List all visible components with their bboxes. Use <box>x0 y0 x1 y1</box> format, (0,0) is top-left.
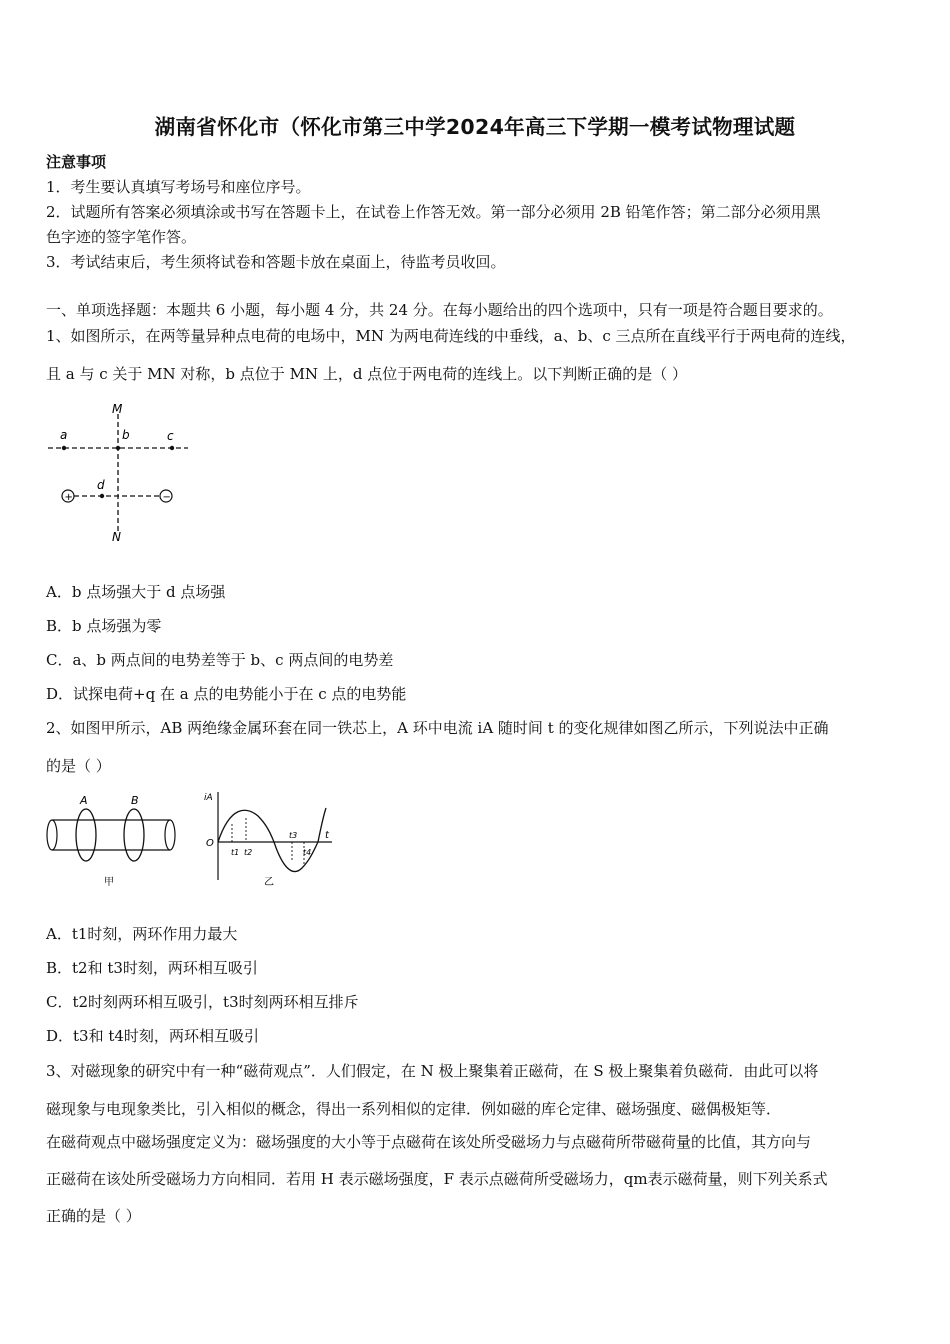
label-b: b <box>122 428 130 442</box>
label-B: B <box>131 794 139 807</box>
label-t2: t2 <box>244 848 253 857</box>
q2-figure-yi <box>200 786 340 890</box>
q1-option-d: D．试探电荷+q 在 a 点的电势能小于在 c 点的电势能 <box>46 685 407 703</box>
notice-item: 色字迹的签字笔作答。 <box>46 228 197 246</box>
core-right-end <box>165 820 175 850</box>
label-t4: t4 <box>303 848 312 857</box>
q2-option-c: C．t2时刻两环相互吸引，t3时刻两环相互排斥 <box>46 993 359 1011</box>
q1-option-b: B．b 点场强为零 <box>46 617 162 635</box>
q3-stem: 正确的是（ ） <box>46 1207 141 1225</box>
q1-stem: 且 a 与 c 关于 MN 对称，b 点位于 MN 上，d 点位于两电荷的连线上。以下判断正确的是（ ） <box>46 365 687 383</box>
q2-stem: 2、如图甲所示，AB 两绝缘金属环套在同一铁芯上，A 环中电流 iA 随时间 t 的变化规律如图乙所示，下列说法中正确 <box>46 719 829 737</box>
q2-option-b: B．t2和 t3时刻，两环相互吸引 <box>46 959 258 977</box>
q1-option-a: A．b 点场强大于 d 点场强 <box>46 583 226 601</box>
q3-stem: 正磁荷在该处所受磁场力方向相同．若用 H 表示磁场强度，F 表示点磁荷所受磁场力，qm表示磁荷量，则下列关系式 <box>46 1170 828 1188</box>
label-O: O <box>206 838 214 849</box>
label-t: t <box>325 830 329 841</box>
label-A: A <box>80 794 88 807</box>
q1-stem: 1、如图所示，在两等量异种点电荷的电场中，MN 为两电荷连线的中垂线，a、b、c 三点所在直线平行于两电荷的连线， <box>46 327 856 345</box>
label-N: N <box>112 530 121 544</box>
ring-B <box>124 809 144 861</box>
current-curve <box>218 808 326 872</box>
label-t1: t1 <box>231 848 240 857</box>
notice-item: 3．考试结束后，考生须将试卷和答题卡放在桌面上，待监考员收回。 <box>46 253 506 271</box>
q1-figure <box>46 398 206 548</box>
q3-stem: 在磁荷观点中磁场强度定义为：磁场强度的大小等于点磁荷在该处所受磁场力与点磁荷所带磁荷量的比值，其方向与 <box>46 1133 812 1151</box>
label-c: c <box>167 429 174 443</box>
label-t3: t3 <box>289 831 298 840</box>
ring-A <box>76 809 96 861</box>
label-d: d <box>97 478 105 492</box>
label-minus: − <box>162 492 171 503</box>
point-b <box>116 446 120 450</box>
section-heading: 一、单项选择题：本题共 6 小题，每小题 4 分，共 24 分。在每小题给出的四个选项中，只有一项是符合题目要求的。 <box>46 301 833 319</box>
q2-option-d: D．t3和 t4时刻，两环相互吸引 <box>46 1027 259 1045</box>
q2-figure-jia <box>46 790 186 890</box>
point-d <box>100 494 104 498</box>
q2-option-a: A．t1时刻，两环作用力最大 <box>46 925 238 943</box>
label-plus: + <box>64 492 73 503</box>
q2-stem: 的是（ ） <box>46 757 111 775</box>
label-jia: 甲 <box>104 877 114 888</box>
point-c <box>170 446 174 450</box>
page-title: 湖南省怀化市（怀化市第三中学2024年高三下学期一模考试物理试题 <box>154 115 796 139</box>
core-left-end <box>47 820 57 850</box>
point-a <box>62 446 66 450</box>
label-yi: 乙 <box>264 877 274 888</box>
q3-stem: 3、对磁现象的研究中有一种“磁荷观点”．人们假定，在 N 极上聚集着正磁荷，在 S 极上聚集着负磁荷．由此可以将 <box>46 1062 819 1080</box>
label-a: a <box>60 428 68 442</box>
notice-heading: 注意事项 <box>46 153 107 171</box>
label-iA: iA <box>204 793 213 803</box>
notice-item: 2．试题所有答案必须填涂或书写在答题卡上，在试卷上作答无效。第一部分必须用 2B 铅笔作答；第二部分必须用黑 <box>46 203 821 221</box>
q1-option-c: C．a、b 两点间的电势差等于 b、c 两点间的电势差 <box>46 651 394 669</box>
notice-item: 1．考生要认真填写考场号和座位序号。 <box>46 178 311 196</box>
q3-stem: 磁现象与电现象类比，引入相似的概念，得出一系列相似的定律．例如磁的库仑定律、磁场强度、磁偶极矩等． <box>46 1100 782 1118</box>
label-M: M <box>112 402 123 416</box>
